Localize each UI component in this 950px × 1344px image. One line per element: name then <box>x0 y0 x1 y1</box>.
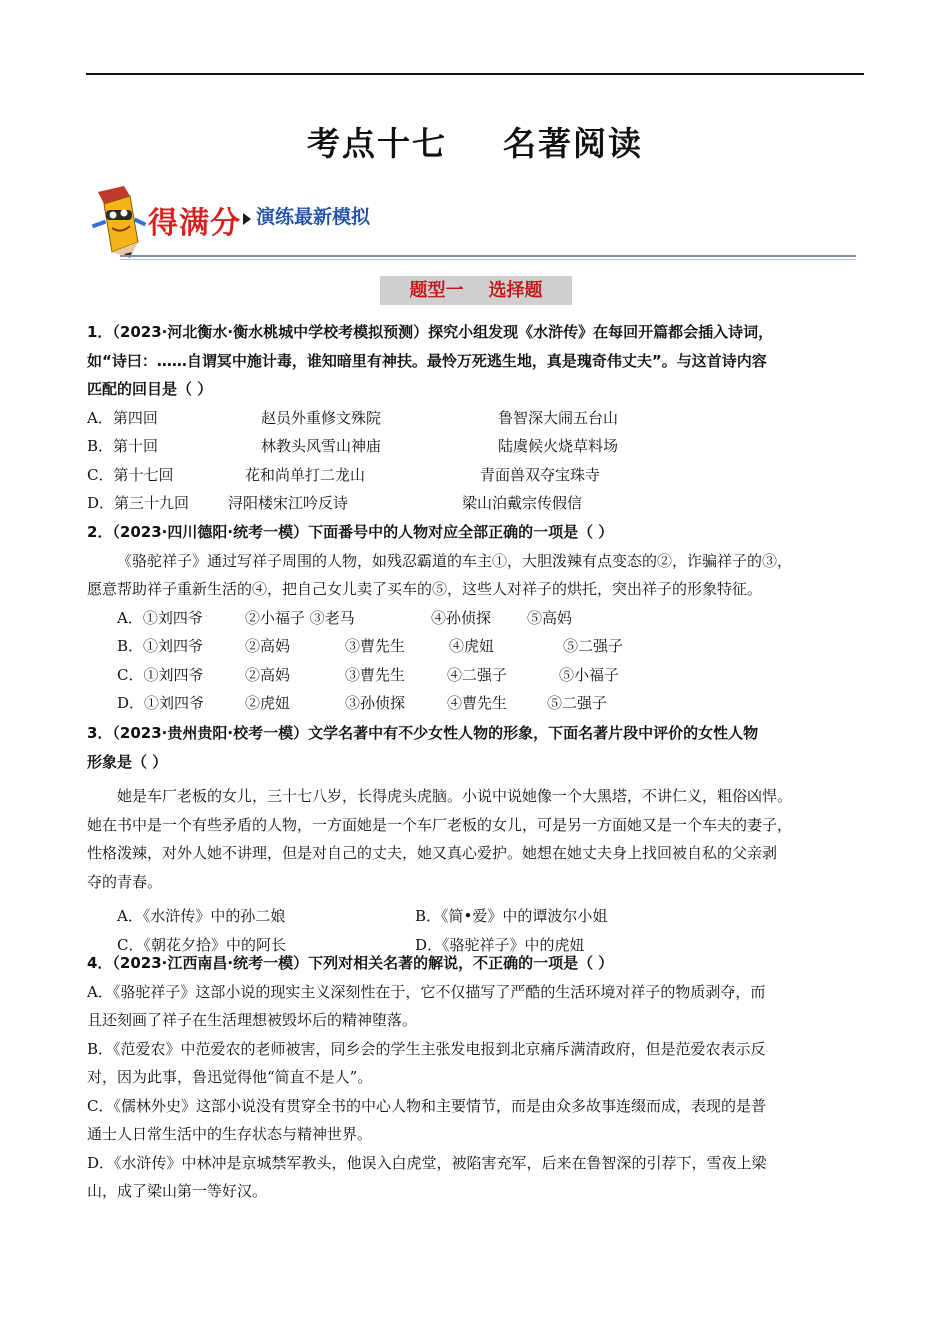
q1-stem-line2: 如“诗曰：……自谓冥中施计毒，谁知暗里有神扶。最怜万死逃生地，真是瑰奇伟丈夫”。与这首诗内容 <box>87 351 767 370</box>
banner-subtitle: 演练最新模拟 <box>256 206 371 228</box>
question-3 <box>87 719 867 959</box>
page-title-part2: 名著阅读 <box>503 124 643 163</box>
q2-stem: 2．（2023·四川德阳·统考一模）下面番号中的人物对应全部正确的一项是（ ） <box>87 523 614 541</box>
q3-stem-line1: 3．（2023·贵州贵阳·校考一模）文学名著中有不少女性人物的形象，下面名著片段中评价的女性人物 <box>87 724 759 742</box>
q3-para-line4: 夺的青春。 <box>87 872 163 891</box>
q1-option-a: A．第四回 赵员外重修文殊院 鲁智深大闹五台山 <box>87 408 619 427</box>
question-2 <box>87 518 867 718</box>
q3-option-row2: C．《朝花夕拾》中的阿长 D．《骆驼祥子》中的虎妞 <box>117 935 585 954</box>
q4-option-c-line2: 通士人日常生活中的生存状态与精神世界。 <box>87 1125 373 1143</box>
banner-underline <box>120 255 856 257</box>
q3-option-row1: A．《水浒传》中的孙二娘 B．《简•爱》中的谭波尔小姐 <box>117 907 608 925</box>
q4-stem: 4．（2023·江西南昌·统考一模）下列对相关名著的解说，不正确的一项是（ ） <box>87 954 614 972</box>
q4-option-a-line1: A．《骆驼祥子》这部小说的现实主义深刻性在于，它不仅描写了严酷的生活环境对祥子的物质剥夺，而 <box>87 982 766 1001</box>
q4-option-d-line1: D．《水浒传》中林冲是京城禁军教头，他误入白虎堂，被陷害充军，后来在鲁智深的引荐下，雪夜上梁 <box>87 1153 767 1172</box>
q4-option-a-line2: 且还刻画了祥子在生活理想被毁坏后的精神堕落。 <box>87 1011 418 1029</box>
banner-title: 得满分 <box>148 206 241 241</box>
question-type-heading: 题型一 选择题 <box>380 276 572 305</box>
q2-para-line2: 愿意帮助祥子重新生活的④，把自己女儿卖了买车的⑤，这些人对祥子的烘托，突出祥子的形象特征。 <box>87 580 763 598</box>
q3-para-line1: 她是车厂老板的女儿，三十七八岁，长得虎头虎脑。小说中说她像一个大黑塔，不讲仁义，粗俗凶悍。 <box>117 787 793 805</box>
q3-stem-line2: 形象是（ ） <box>87 752 168 771</box>
q1-stem-line3: 匹配的回目是（ ） <box>87 380 213 398</box>
q4-option-b-line2: 对，因为此事，鲁迅觉得他“简直不是人”。 <box>87 1068 373 1086</box>
banner-arrow-icon <box>243 213 251 225</box>
q2-option-c: C．①刘四爷 ②高妈 ③曹先生 ④二强子 ⑤小福子 <box>117 665 620 684</box>
q2-para-line1: 《骆驼祥子》通过写祥子周围的人物，如残忍霸道的车主①，大胆泼辣有点变态的②，诈骗祥子的③， <box>117 551 793 570</box>
banner-underline-thin <box>120 259 856 260</box>
q2-option-b: B．①刘四爷 ②高妈 ③曹先生 ④虎妞 ⑤二强子 <box>117 637 624 655</box>
q3-para-line2: 她在书中是一个有些矛盾的人物，一方面她是一个车厂老板的女儿，可是另一方面她又是一个车夫的妻子， <box>87 815 793 834</box>
pencil-mascot-icon <box>90 182 148 262</box>
q1-stem-line1: 1．（2023·河北衡水·衡水桃城中学校考模拟预测）探究小组发现《水浒传》在每回开篇都会插入诗词， <box>87 323 774 341</box>
q3-para-line3: 性格泼辣，对外人她不讲理，但是对自己的丈夫，她又真心爱护。她想在她丈夫身上找回被自私的父亲剥 <box>87 844 778 862</box>
q4-option-d-line2: 山，成了梁山第一等好汉。 <box>87 1182 268 1200</box>
q4-option-c-line1: C．《儒林外史》这部小说没有贯穿全书的中心人物和主要情节，而是由众多故事连缀而成，表现的是普 <box>87 1096 766 1115</box>
q1-option-c: C．第十七回 花和尚单打二龙山 青面兽双夺宝珠寺 <box>87 465 601 484</box>
q4-option-b-line1: B．《范爱农》中范爱农的老师被害，同乡会的学生主张发电报到北京痛斥满清政府，但是范爱农表示反 <box>87 1039 766 1058</box>
q1-option-d: D．第三十九回 浔阳楼宋江吟反诗 梁山泊戴宗传假信 <box>87 494 583 512</box>
q2-option-a: A．①刘四爷 ②小福子 ③老马 ④孙侦探 ⑤高妈 <box>117 608 573 627</box>
section-banner <box>90 182 860 262</box>
q2-option-d: D．①刘四爷 ②虎妞 ③孙侦探 ④曹先生 ⑤二强子 <box>117 694 608 712</box>
page-title <box>0 118 950 165</box>
q1-option-b: B．第十回 林教头风雪山神庙 陆虞候火烧草料场 <box>87 437 619 455</box>
top-rule <box>86 73 864 75</box>
question-4 <box>87 949 867 1206</box>
question-1 <box>87 318 867 518</box>
page-title-part1: 考点十七 <box>307 124 447 163</box>
